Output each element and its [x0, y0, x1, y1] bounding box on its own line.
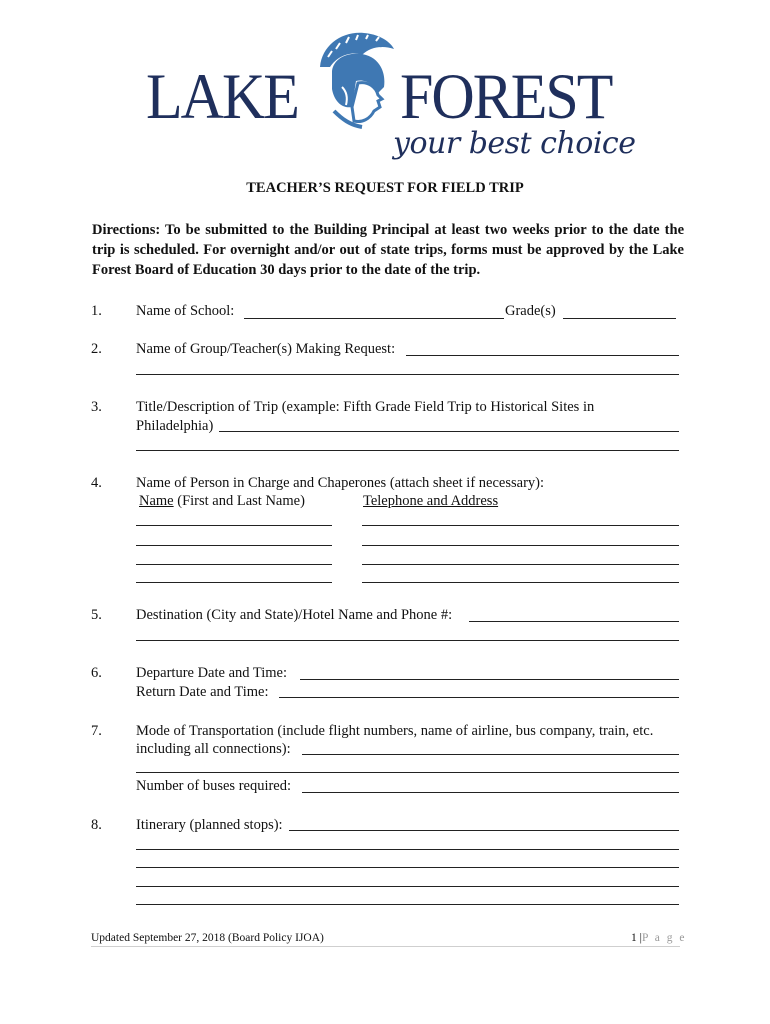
itinerary-field-line5[interactable] — [136, 904, 679, 905]
item-number: 1. — [91, 303, 102, 319]
itinerary-label: Itinerary (planned stops): — [136, 817, 283, 833]
chaperone-name-field[interactable] — [136, 545, 332, 546]
itinerary-field-line3[interactable] — [136, 867, 679, 868]
group-teacher-label: Name of Group/Teacher(s) Making Request: — [136, 341, 396, 357]
transportation-field[interactable] — [302, 754, 679, 755]
buses-label: Number of buses required: — [136, 778, 292, 794]
trip-title-label: Title/Description of Trip (example: Fifth Grade Field Trip to Historical Sites in — [136, 399, 595, 415]
chaperone-name-field[interactable] — [136, 564, 332, 565]
transportation-label-cont: including all connections): — [136, 741, 291, 757]
grades-field[interactable] — [563, 318, 676, 319]
logo-word-forest: FOREST — [400, 60, 612, 133]
name-heading: Name — [139, 493, 174, 509]
destination-label: Destination (City and State)/Hotel Name and Phone #: — [136, 607, 453, 623]
page-separator: | — [639, 932, 642, 944]
item-number: 2. — [91, 341, 102, 357]
transportation-field-line2[interactable] — [136, 772, 679, 773]
footer-divider — [91, 946, 680, 947]
trip-title-label-cont: Philadelphia) — [136, 418, 214, 434]
chaperone-name-column-header — [139, 492, 305, 510]
school-name-field[interactable] — [244, 318, 504, 319]
logo-tagline: your best choice — [393, 126, 636, 161]
item-number: 7. — [91, 723, 102, 739]
footer-updated-text: Updated September 27, 2018 (Board Policy IJOA) — [91, 932, 324, 944]
chaperone-contact-field[interactable] — [362, 582, 679, 583]
itinerary-field[interactable] — [289, 830, 679, 831]
return-field[interactable] — [279, 697, 679, 698]
form-title: TEACHER’S REQUEST FOR FIELD TRIP — [246, 180, 524, 196]
transportation-label: Mode of Transportation (include flight numbers, name of airline, bus company, train, etc. — [136, 723, 654, 739]
itinerary-field-line2[interactable] — [136, 849, 679, 850]
spartan-helmet-icon — [312, 27, 398, 131]
school-name-label: Name of School: — [136, 303, 235, 319]
chaperone-contact-field[interactable] — [362, 545, 679, 546]
group-teacher-field[interactable] — [406, 355, 679, 356]
item-number: 6. — [91, 665, 102, 681]
name-heading-note: (First and Last Name) — [173, 493, 305, 509]
departure-label: Departure Date and Time: — [136, 665, 288, 681]
item-number: 5. — [91, 607, 102, 623]
chaperone-contact-field[interactable] — [362, 564, 679, 565]
trip-title-field-line2[interactable] — [136, 450, 679, 451]
buses-field[interactable] — [302, 792, 679, 793]
trip-title-field[interactable] — [219, 431, 679, 432]
chaperone-contact-column-header: Telephone and Address — [363, 493, 499, 509]
departure-field[interactable] — [300, 679, 679, 680]
page-number — [631, 931, 687, 945]
item-number: 8. — [91, 817, 102, 833]
chaperone-name-field[interactable] — [136, 582, 332, 583]
chaperone-contact-field[interactable] — [362, 525, 679, 526]
destination-field-line2[interactable] — [136, 640, 679, 641]
chaperones-label: Name of Person in Charge and Chaperones (attach sheet if necessary): — [136, 475, 545, 491]
return-label: Return Date and Time: — [136, 684, 269, 700]
directions-text: Directions: To be submitted to the Building Principal at least two weeks prior to the date the trip is scheduled. For overnight and/or out of state trips, forms must be approved by the Lake Forest Board of Education 30 days prior to the date of the trip. — [92, 222, 684, 278]
destination-field[interactable] — [469, 621, 679, 622]
item-number: 3. — [91, 399, 102, 415]
page-word: P a g e — [641, 932, 687, 944]
item-number: 4. — [91, 475, 102, 491]
group-teacher-field-line2[interactable] — [136, 374, 679, 375]
grades-label: Grade(s) — [505, 303, 556, 319]
logo-word-lake: LAKE — [146, 60, 298, 133]
itinerary-field-line4[interactable] — [136, 886, 679, 887]
page-number-value: 1 — [631, 932, 637, 944]
chaperone-name-field[interactable] — [136, 525, 332, 526]
